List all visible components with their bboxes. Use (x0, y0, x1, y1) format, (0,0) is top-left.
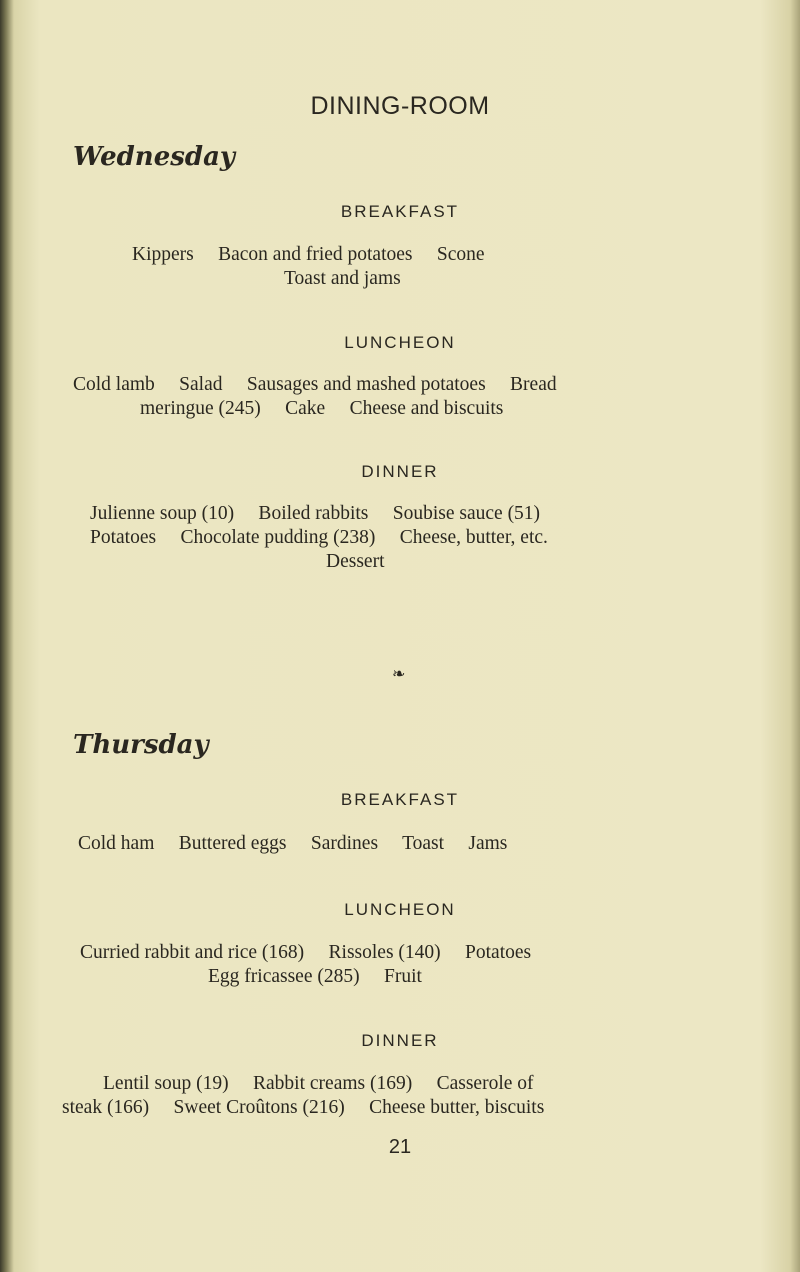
menu-line: Potatoes Chocolate pudding (238) Cheese, butter, etc. (90, 527, 548, 548)
meal-heading-luncheon: LUNCHEON (344, 900, 456, 919)
menu-line: Kippers Bacon and fried potatoes Scone (132, 244, 485, 265)
menu-line: meringue (245) Cake Cheese and biscuits (140, 398, 504, 419)
menu-line: Cold lamb Salad Sausages and mashed potatoes Bread (73, 374, 557, 395)
day-heading-wednesday: Wednesday (73, 142, 236, 172)
menu-line: steak (166) Sweet Croûtons (216) Cheese butter, biscuits (62, 1097, 545, 1118)
menu-line: Julienne soup (10) Boiled rabbits Soubise sauce (51) (90, 503, 541, 524)
section-ornament: ❧ (392, 664, 406, 683)
menu-line: Egg fricassee (285) Fruit (208, 966, 422, 987)
running-head: DINING-ROOM (310, 92, 490, 120)
menu-line: Lentil soup (19) Rabbit creams (169) Casserole of (103, 1073, 534, 1094)
page-number: 21 (388, 1136, 412, 1158)
day-heading-thursday: Thursday (73, 730, 209, 760)
meal-heading-luncheon: LUNCHEON (344, 333, 456, 352)
meal-heading-dinner: DINNER (361, 462, 439, 481)
meal-heading-breakfast: BREAKFAST (340, 790, 460, 809)
menu-line: Curried rabbit and rice (168) Rissoles (140) Potatoes (80, 942, 532, 963)
menu-line: Toast and jams (284, 268, 401, 289)
meal-heading-dinner: DINNER (361, 1031, 439, 1050)
menu-line: Dessert (326, 551, 385, 572)
menu-line: Cold ham Buttered eggs Sardines Toast Jams (78, 833, 508, 854)
meal-heading-breakfast: BREAKFAST (340, 202, 460, 221)
